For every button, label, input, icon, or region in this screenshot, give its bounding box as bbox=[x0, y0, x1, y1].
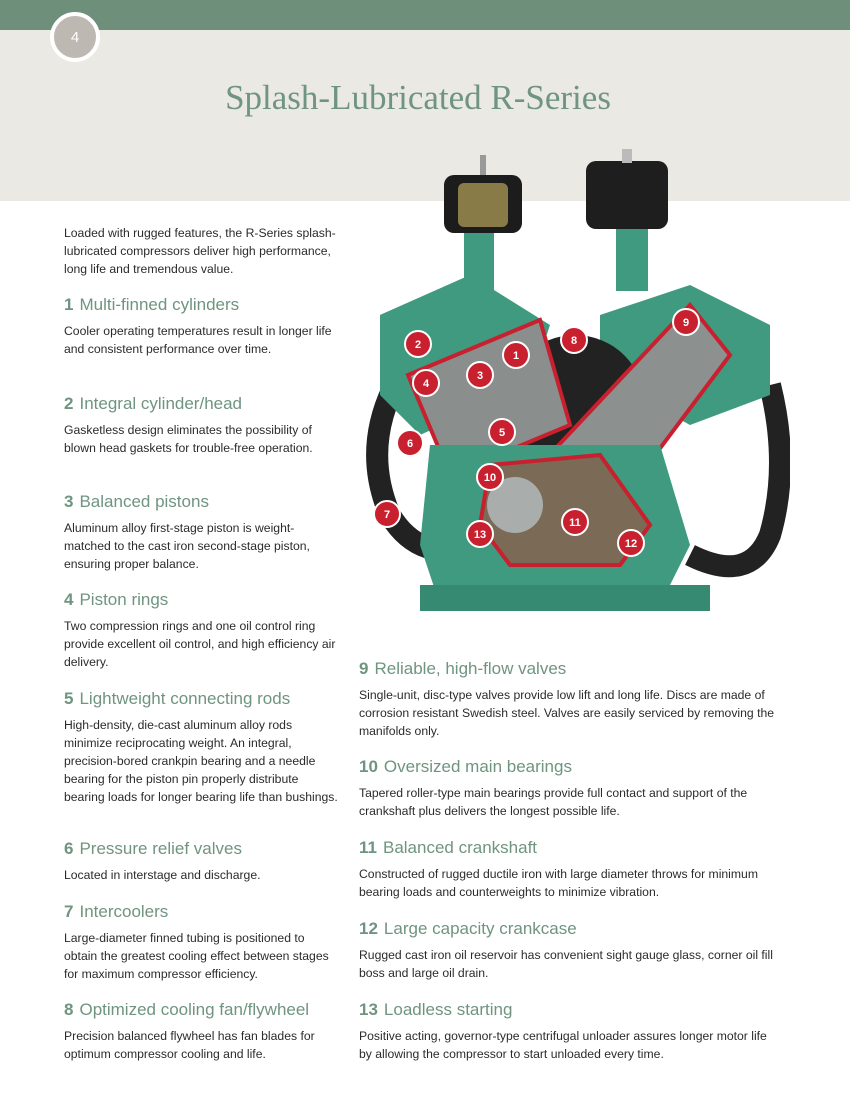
feature-heading bbox=[64, 1000, 339, 1020]
feature-description: Located in interstage and discharge. bbox=[64, 868, 261, 882]
feature-13 bbox=[359, 1000, 779, 1063]
feature-9 bbox=[359, 659, 779, 740]
feature-heading bbox=[64, 394, 339, 414]
feature-12 bbox=[359, 919, 779, 982]
feature-heading bbox=[64, 295, 339, 315]
feature-description: Aluminum alloy first-stage piston is weight-matched to the cast iron second-stage piston, ensuring proper balance. bbox=[64, 521, 310, 571]
feature-heading bbox=[359, 838, 779, 858]
feature-title: Intercoolers bbox=[79, 902, 169, 921]
callout-marker-8 bbox=[561, 327, 587, 353]
feature-number: 8 bbox=[64, 1000, 74, 1019]
callout-marker-7 bbox=[374, 501, 400, 527]
feature-heading bbox=[359, 757, 779, 777]
feature-10 bbox=[359, 757, 779, 820]
page-number-badge: 4 bbox=[50, 12, 100, 62]
feature-number: 1 bbox=[64, 295, 74, 314]
feature-description: Single-unit, disc-type valves provide low lift and long life. Discs are made of corrosion resistant Swedish steel. Valves are easily serviced by removing the manifolds only. bbox=[359, 688, 775, 738]
feature-title: Reliable, high-flow valves bbox=[374, 659, 567, 678]
feature-7 bbox=[64, 902, 339, 983]
feature-5 bbox=[64, 689, 339, 806]
callout-marker-9 bbox=[673, 309, 699, 335]
page-title: Splash-Lubricated R-Series bbox=[225, 78, 611, 117]
feature-number: 7 bbox=[64, 902, 74, 921]
feature-title: Loadless starting bbox=[383, 1000, 513, 1019]
feature-number: 2 bbox=[64, 394, 74, 413]
feature-heading bbox=[359, 1000, 779, 1020]
feature-heading bbox=[359, 919, 779, 939]
callout-label: 9 bbox=[682, 317, 690, 329]
callout-label: 5 bbox=[498, 427, 506, 439]
callout-label: 1 bbox=[512, 350, 520, 362]
callout-marker-4 bbox=[413, 370, 439, 396]
feature-heading bbox=[64, 689, 339, 709]
feature-number: 5 bbox=[64, 689, 74, 708]
feature-title: Optimized cooling fan/flywheel bbox=[79, 1000, 310, 1019]
feature-heading bbox=[64, 839, 339, 859]
feature-8 bbox=[64, 1000, 339, 1063]
feature-title: Balanced crankshaft bbox=[382, 838, 538, 857]
callout-marker-10 bbox=[477, 464, 503, 490]
feature-1 bbox=[64, 295, 339, 358]
feature-number: 13 bbox=[359, 1000, 378, 1019]
callout-label: 13 bbox=[473, 529, 487, 541]
feature-title: Lightweight connecting rods bbox=[79, 689, 291, 708]
feature-number: 12 bbox=[359, 919, 378, 938]
feature-number: 4 bbox=[64, 590, 74, 609]
feature-2 bbox=[64, 394, 339, 457]
callout-marker-3 bbox=[467, 362, 493, 388]
feature-title: Balanced pistons bbox=[79, 492, 209, 511]
feature-4 bbox=[64, 590, 339, 671]
callout-label: 8 bbox=[570, 335, 578, 347]
callout-marker-11 bbox=[562, 509, 588, 535]
feature-number: 11 bbox=[359, 838, 377, 857]
feature-number: 3 bbox=[64, 492, 74, 511]
callout-label: 11 bbox=[569, 517, 581, 529]
feature-number: 10 bbox=[359, 757, 378, 776]
callout-marker-13 bbox=[467, 521, 493, 547]
feature-number: 6 bbox=[64, 839, 74, 858]
feature-description: Rugged cast iron oil reservoir has convenient sight gauge glass, corner oil fill boss and large oil drain. bbox=[359, 948, 773, 980]
feature-heading bbox=[64, 902, 339, 922]
callout-marker-5 bbox=[489, 419, 515, 445]
feature-description: Large-diameter finned tubing is positioned to obtain the greatest cooling effect between stages for maximum compressor efficiency. bbox=[64, 931, 329, 981]
callout-label: 4 bbox=[422, 378, 430, 390]
callout-marker-1 bbox=[503, 342, 529, 368]
top-bar bbox=[0, 0, 850, 30]
callout-label: 6 bbox=[406, 438, 414, 450]
callout-label: 2 bbox=[414, 339, 422, 351]
callout-label: 7 bbox=[383, 509, 391, 521]
feature-heading bbox=[64, 492, 339, 512]
feature-description: Tapered roller-type main bearings provide full contact and support of the crankshaft plus delivers the longest possible life. bbox=[359, 786, 748, 818]
feature-description: Positive acting, governor-type centrifugal unloader assures longer motor life by allowing the compressor to start unloaded every time. bbox=[359, 1029, 767, 1061]
feature-description: High-density, die-cast aluminum alloy rods minimize reciprocating weight. An integral, precision-bored crankpin bearing and a needle bearing for the piston pin properly distribute bearing loads for longer bearing life than bushings. bbox=[64, 718, 338, 804]
feature-title: Pressure relief valves bbox=[79, 839, 242, 858]
feature-title: Oversized main bearings bbox=[383, 757, 572, 776]
feature-description: Cooler operating temperatures result in longer life and consistent performance over time. bbox=[64, 324, 332, 356]
feature-title: Integral cylinder/head bbox=[79, 394, 243, 413]
callout-marker-12 bbox=[618, 530, 644, 556]
callout-marker-2 bbox=[405, 331, 431, 357]
feature-title: Large capacity crankcase bbox=[383, 919, 577, 938]
feature-heading bbox=[64, 590, 339, 610]
feature-description: Gasketless design eliminates the possibility of blown head gaskets for trouble-free operation. bbox=[64, 423, 313, 455]
callout-label: 10 bbox=[483, 472, 497, 484]
feature-number: 9 bbox=[359, 659, 369, 678]
feature-description: Two compression rings and one oil control ring provide excellent oil control, and high efficiency air delivery. bbox=[64, 619, 336, 669]
feature-description: Precision balanced flywheel has fan blades for optimum compressor cooling and life. bbox=[64, 1029, 315, 1061]
feature-description: Constructed of rugged ductile iron with large diameter throws for minimum bearing loads and counterweights to minimize vibration. bbox=[359, 867, 758, 899]
compressor-illustration bbox=[360, 145, 790, 625]
intro-paragraph: Loaded with rugged features, the R-Series splash-lubricated compressors deliver high performance, long life and tremendous value. bbox=[64, 226, 336, 276]
feature-3 bbox=[64, 492, 339, 573]
feature-heading bbox=[359, 659, 779, 679]
callout-label: 3 bbox=[476, 370, 484, 382]
callout-marker-6 bbox=[397, 430, 423, 456]
feature-title: Multi-finned cylinders bbox=[79, 295, 240, 314]
feature-11 bbox=[359, 838, 779, 901]
feature-title: Piston rings bbox=[79, 590, 169, 609]
feature-6 bbox=[64, 839, 339, 884]
callout-label: 12 bbox=[624, 538, 638, 550]
